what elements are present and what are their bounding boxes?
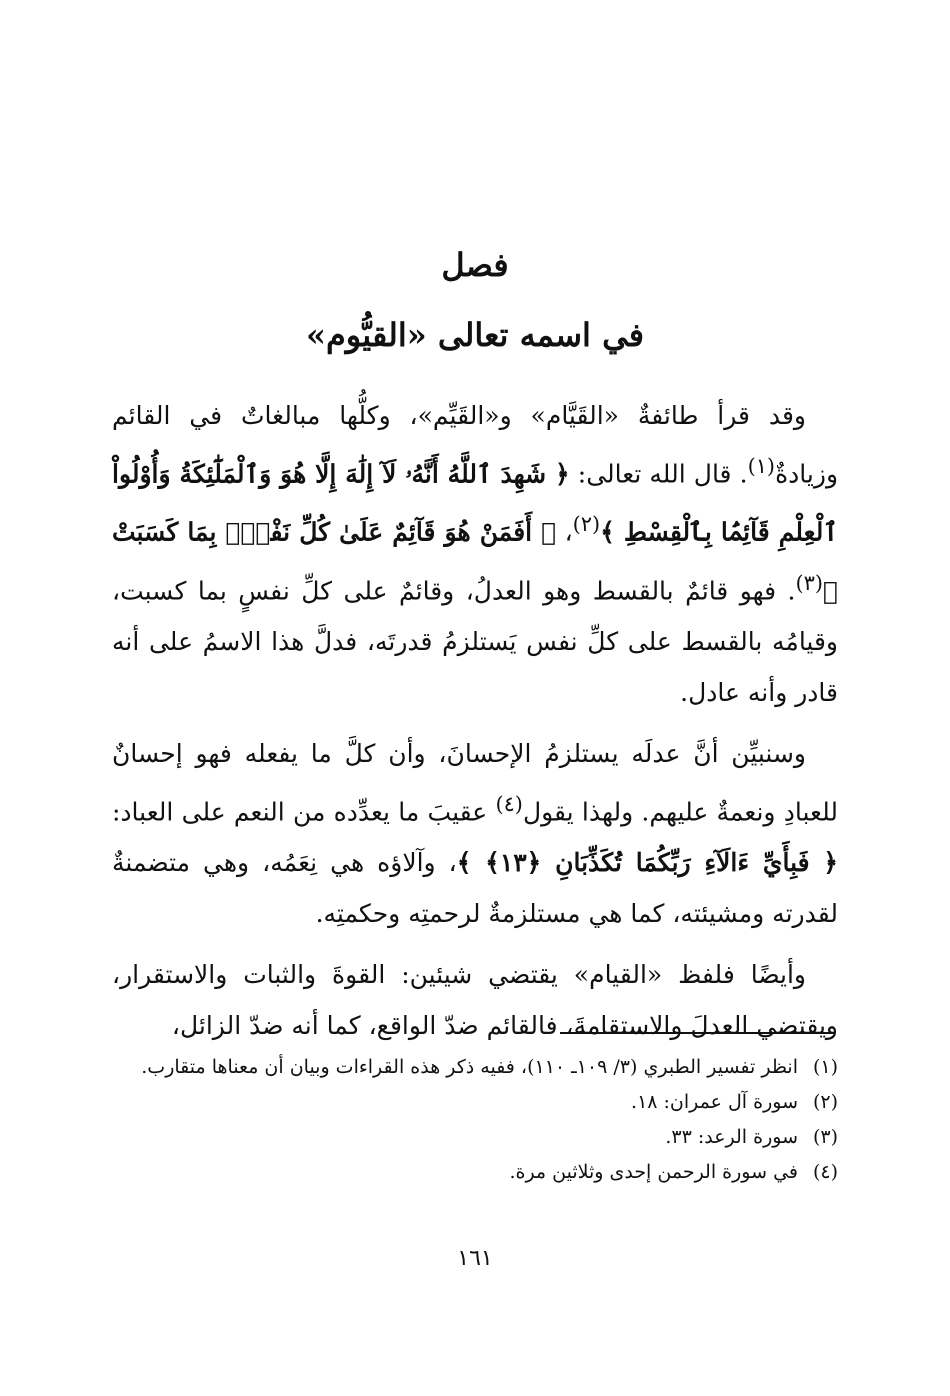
footnote-text: في سورة الرحمن إحدى وثلاثين مرة.: [509, 1161, 798, 1183]
section-title: في اسمه تعالى «القيُّوم»: [305, 316, 645, 354]
footnote-number: (٣): [812, 1126, 838, 1148]
quran-verse-1: ﴿ شَهِدَ ٱللَّهُ أَنَّهُۥ لَآ إِلَٰهَ إِلَّا هُوَ وَٱلْمَلَٰٓئِكَةُ وَأُوْلُواْ ٱلْعِلْمِ قَآئِمَۢا بِٱلْقِسْطِ ﴾: [112, 459, 838, 547]
footnote-ref-2: (٢): [572, 512, 601, 537]
footnote-ref-4: (٤): [495, 791, 523, 816]
footnote-separator: [560, 1032, 832, 1034]
paragraph-2-text-c: ، وآلاؤه هي نِعَمُه، وهي متضمنةٌ لقدرته ومشيئته، كما هي مستلزمةٌ لرحمتِه وحكمتِه.: [112, 848, 838, 929]
paragraph-2-text-b: عقيبَ ما يعدِّده من النعم على العباد:: [112, 797, 488, 827]
quran-verse-3: ﴿ فَبِأَيِّ ءَالَآءِ رَبِّكُمَا تُكَذِّبَانِ ﴿١٣﴾ ﴾: [456, 848, 838, 878]
paragraph-1: [112, 390, 838, 718]
footnote-number: (١): [812, 1056, 838, 1078]
main-text: [112, 390, 838, 1061]
paragraph-1-text-c: ،: [564, 517, 573, 547]
footnote-number: (٢): [812, 1091, 838, 1113]
footnote: [112, 1050, 838, 1085]
footnote: [112, 1085, 838, 1120]
quran-verse-2: ﴿ أَفَمَنْ هُوَ قَآئِمٌ عَلَىٰ كُلِّ نَفْسٍۭ بِمَا كَسَبَتْ ﴾: [112, 517, 838, 605]
footnote-text: انظر تفسير الطبري (٣/ ١٠٩ـ ١١٠)، ففيه ذكر هذه القراءات وبيان أن معناها متقارب.: [141, 1056, 798, 1078]
paragraph-1-text-a: وقد قرأ طائفةٌ «القَيَّام» و«القَيِّم»، وكلُّها مبالغاتٌ في القائم وزيادةٌ: [112, 401, 839, 489]
footnote-ref-1: (١): [747, 454, 776, 478]
paragraph-3: وأيضًا فلفظ «القيام» يقتضي شيئين: القوةَ والثبات والاستقرار، ويقتضي العدلَ والاستقامةَ، فالقائم ضدّ الواقع، كما أنه ضدّ الزائل،: [112, 960, 838, 1041]
footnotes: [112, 1050, 838, 1190]
footnote-text: سورة آل عمران: ١٨.: [631, 1091, 798, 1113]
footnote-text: سورة الرعد: ٣٣.: [665, 1126, 798, 1148]
paragraph-2-text-a: وسنبيِّن أنَّ عدلَه يستلزمُ الإحسانَ، وأن كلَّ ما يفعله فهو إحسانٌ للعبادِ ونعمةٌ عليهم. ولهذا يقول: [112, 738, 838, 827]
paragraph-1-text-b: . قال الله تعالى:: [577, 459, 748, 489]
paragraph-1-text-d: . فهو قائمٌ بالقسط وهو العدلُ، وقائمٌ على كلِّ نفسٍ بما كسبت، وقيامُه بالقسط على كلِّ نفس يَستلزمُ قدرتَه، فدلَّ هذا الاسمُ على أنه قادر وأنه عادل.: [112, 575, 838, 707]
footnote: [112, 1120, 838, 1155]
chapter-heading: فصل: [441, 246, 509, 284]
footnote-number: (٤): [812, 1161, 838, 1183]
footnote-ref-3: (٣): [795, 570, 823, 595]
footnote: [112, 1155, 838, 1190]
paragraph-2: [112, 728, 838, 939]
page-number: ١٦١: [457, 1246, 493, 1271]
